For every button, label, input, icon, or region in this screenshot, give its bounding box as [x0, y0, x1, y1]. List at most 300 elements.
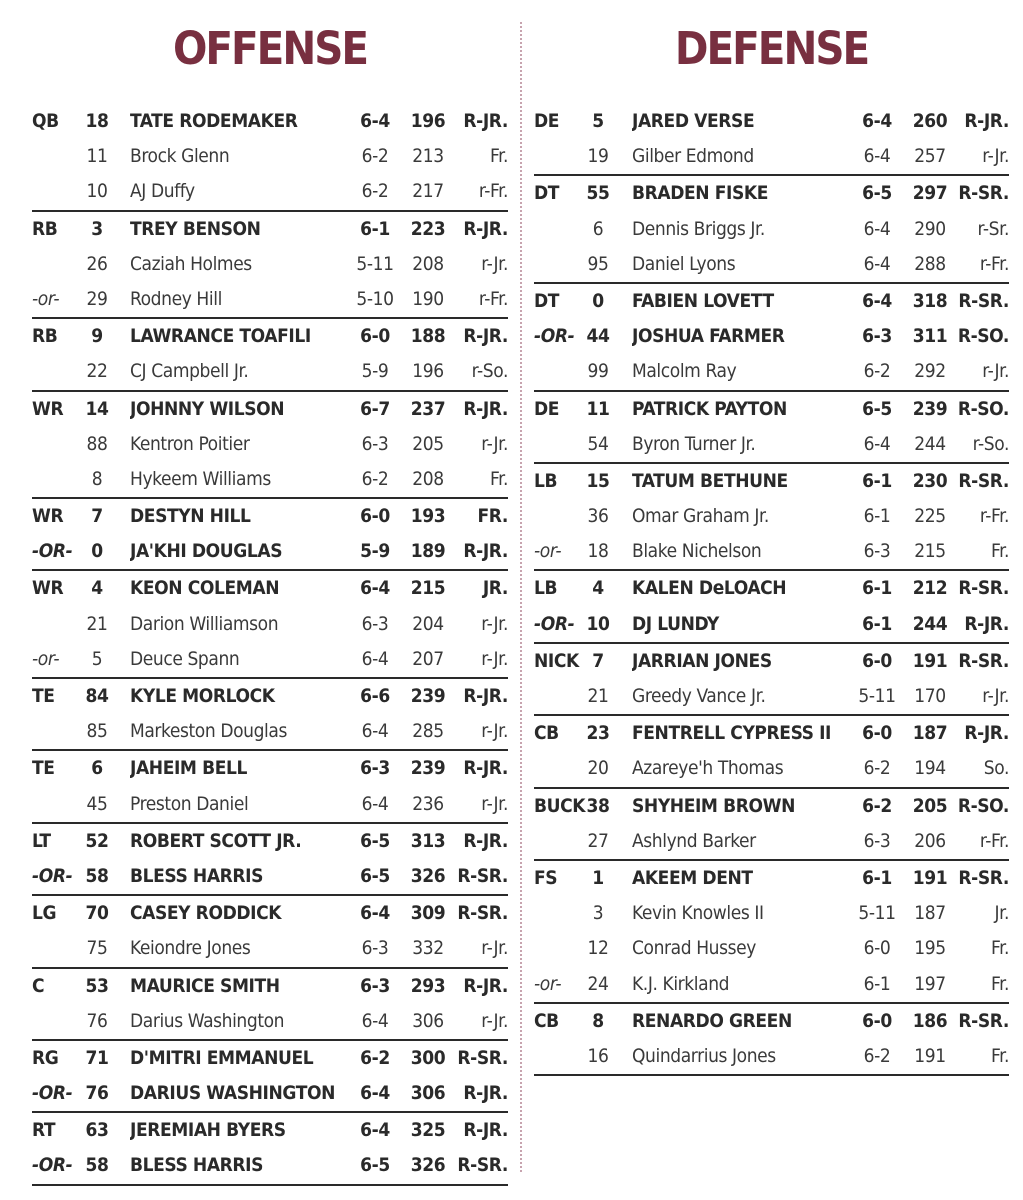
- player-class: r-So.: [471, 360, 508, 383]
- player-class: R-SR.: [958, 182, 1009, 205]
- player-height: 6-5: [360, 864, 390, 887]
- player-height: 6-4: [360, 1119, 390, 1142]
- player-row: [32, 931, 508, 966]
- player-weight: 195: [914, 937, 946, 960]
- player-class: Fr.: [991, 972, 1009, 995]
- player-class: FR.: [477, 505, 508, 528]
- defense-depth-chart: [534, 104, 1009, 1076]
- position-label: -or-: [32, 647, 60, 670]
- position-group: [32, 499, 508, 571]
- player-weight: 306: [412, 1009, 444, 1032]
- player-height: 6-4: [863, 432, 891, 455]
- player-row: [534, 212, 1009, 247]
- player-name: JOSHUA FARMER: [632, 325, 785, 348]
- player-name: Rodney Hill: [130, 287, 222, 310]
- player-class: r-Fr.: [478, 287, 508, 310]
- player-class: R-SR.: [958, 577, 1009, 600]
- player-weight: 236: [412, 792, 444, 815]
- player-name: Deuce Spann: [130, 647, 240, 670]
- player-weight: 225: [914, 505, 946, 528]
- player-name: Keiondre Jones: [130, 937, 251, 960]
- jersey-number: 95: [587, 252, 609, 275]
- player-class: So.: [983, 757, 1009, 780]
- player-name: K.J. Kirkland: [632, 972, 730, 995]
- player-row: [534, 427, 1009, 462]
- player-class: r-Jr.: [481, 612, 508, 635]
- position-group: [32, 104, 508, 212]
- position-group: [534, 464, 1009, 572]
- jersey-number: 9: [91, 325, 103, 348]
- player-name: Markeston Douglas: [130, 720, 287, 743]
- jersey-number: 18: [587, 540, 609, 563]
- player-class: r-Jr.: [481, 792, 508, 815]
- player-class: R-SR.: [958, 649, 1009, 672]
- player-name: CJ Campbell Jr.: [130, 360, 249, 383]
- player-class: Fr.: [991, 937, 1009, 960]
- jersey-number: 26: [86, 252, 108, 275]
- player-row: [32, 139, 508, 174]
- player-height: 6-4: [360, 110, 390, 132]
- player-name: BLESS HARRIS: [130, 864, 264, 887]
- position-label: LT: [32, 829, 51, 852]
- player-row: [32, 427, 508, 462]
- player-name: LAWRANCE TOAFILI: [130, 325, 311, 348]
- offense-column: [32, 0, 508, 1186]
- player-class: r-Jr.: [982, 685, 1009, 707]
- player-height: 6-3: [361, 432, 389, 455]
- position-label: NICK: [534, 649, 579, 672]
- player-class: r-Fr.: [979, 252, 1009, 275]
- player-weight: 187: [914, 902, 946, 925]
- column-divider: [520, 22, 522, 1172]
- player-row: [32, 1004, 508, 1039]
- jersey-number: 3: [91, 217, 103, 240]
- position-label: TE: [32, 685, 55, 707]
- player-weight: 193: [410, 505, 446, 528]
- player-class: R-JR.: [964, 612, 1009, 635]
- player-class: R-JR.: [463, 217, 508, 240]
- jersey-number: 88: [86, 432, 108, 455]
- jersey-number: 45: [86, 792, 108, 815]
- jersey-number: 29: [86, 287, 108, 310]
- player-weight: 189: [410, 540, 446, 563]
- player-height: 6-1: [862, 612, 892, 635]
- position-label: WR: [32, 577, 64, 600]
- player-weight: 170: [914, 685, 946, 707]
- position-group: [534, 789, 1009, 861]
- position-label: LB: [534, 469, 558, 492]
- defense-column: [534, 0, 1009, 1076]
- player-height: 5-9: [361, 360, 389, 383]
- jersey-number: 22: [86, 360, 108, 383]
- jersey-number: 21: [86, 612, 108, 635]
- player-row: [32, 824, 508, 859]
- position-label: RT: [32, 1119, 56, 1142]
- player-height: 6-3: [863, 540, 891, 563]
- player-name: ROBERT SCOTT JR.: [130, 829, 302, 852]
- player-height: 6-2: [360, 1046, 390, 1069]
- player-class: R-SR.: [457, 1046, 508, 1069]
- player-row: [534, 1039, 1009, 1074]
- player-name: D'MITRI EMMANUEL: [130, 1046, 314, 1069]
- player-name: Preston Daniel: [130, 792, 249, 815]
- player-name: Kevin Knowles II: [632, 902, 764, 925]
- player-weight: 260: [912, 110, 948, 132]
- jersey-number: 76: [86, 1009, 108, 1032]
- player-weight: 311: [912, 325, 948, 348]
- player-row: [534, 967, 1009, 1002]
- player-height: 6-0: [862, 649, 892, 672]
- position-group: [32, 824, 508, 896]
- jersey-number: 6: [91, 757, 103, 780]
- player-class: R-SO.: [957, 325, 1009, 348]
- player-row: [32, 104, 508, 139]
- player-weight: 188: [410, 325, 446, 348]
- player-row: [32, 462, 508, 497]
- player-row: [534, 1004, 1009, 1039]
- player-row: [32, 714, 508, 749]
- player-row: [32, 1113, 508, 1148]
- player-weight: 217: [412, 180, 444, 203]
- jersey-number: 14: [85, 397, 109, 420]
- player-height: 6-4: [863, 217, 891, 240]
- player-name: TATE RODEMAKER: [130, 110, 298, 132]
- position-group: [534, 284, 1009, 392]
- jersey-number: 20: [587, 757, 609, 780]
- player-name: BLESS HARRIS: [130, 1154, 264, 1177]
- player-height: 6-1: [862, 469, 892, 492]
- player-row: [534, 571, 1009, 606]
- position-group: [32, 679, 508, 751]
- player-row: [534, 789, 1009, 824]
- player-name: FENTRELL CYPRESS II: [632, 722, 832, 745]
- player-row: [32, 212, 508, 247]
- position-label: DE: [534, 397, 560, 420]
- position-label: CB: [534, 1009, 559, 1032]
- player-class: R-SR.: [958, 866, 1009, 889]
- player-weight: 205: [912, 794, 948, 817]
- player-height: 6-4: [361, 647, 389, 670]
- player-name: Omar Graham Jr.: [632, 505, 769, 528]
- player-height: 6-4: [360, 577, 390, 600]
- player-name: SHYHEIM BROWN: [632, 794, 795, 817]
- jersey-number: 58: [85, 864, 109, 887]
- jersey-number: 10: [586, 612, 610, 635]
- player-class: R-SO.: [957, 397, 1009, 420]
- position-group: [534, 716, 1009, 788]
- player-height: 6-4: [863, 252, 891, 275]
- player-height: 6-3: [361, 937, 389, 960]
- player-name: Ashlynd Barker: [632, 829, 756, 852]
- player-weight: 285: [412, 720, 444, 743]
- player-class: r-Fr.: [979, 505, 1009, 528]
- player-height: 5-9: [360, 540, 390, 563]
- player-name: Greedy Vance Jr.: [632, 685, 766, 707]
- player-height: 6-5: [862, 182, 892, 205]
- jersey-number: 1: [592, 866, 604, 889]
- player-weight: 239: [912, 397, 948, 420]
- player-height: 6-3: [360, 757, 390, 780]
- player-height: 5-10: [356, 287, 394, 310]
- position-group: [32, 392, 508, 500]
- position-label: -OR-: [32, 1082, 73, 1105]
- player-weight: 288: [914, 252, 946, 275]
- player-class: Fr.: [991, 1044, 1009, 1067]
- position-group: [32, 319, 508, 391]
- position-group: [32, 571, 508, 679]
- player-weight: 313: [410, 829, 446, 852]
- player-row: [32, 319, 508, 354]
- player-weight: 332: [412, 937, 444, 960]
- player-weight: 207: [412, 647, 444, 670]
- player-name: Azareye'h Thomas: [632, 757, 784, 780]
- jersey-number: 16: [587, 1044, 609, 1067]
- jersey-number: 6: [592, 217, 604, 240]
- jersey-number: 5: [592, 110, 604, 132]
- player-weight: 293: [410, 974, 446, 997]
- jersey-number: 19: [587, 145, 609, 168]
- player-row: [534, 104, 1009, 139]
- player-row: [32, 642, 508, 677]
- player-height: 6-0: [862, 1009, 892, 1032]
- player-weight: 292: [914, 360, 946, 383]
- player-height: 6-4: [360, 902, 390, 925]
- position-group: [534, 644, 1009, 716]
- player-name: FABIEN LOVETT: [632, 289, 774, 312]
- jersey-number: 23: [586, 722, 610, 745]
- player-row: [32, 787, 508, 822]
- player-class: R-SR.: [958, 289, 1009, 312]
- player-class: R-JR.: [463, 685, 508, 707]
- player-row: [534, 176, 1009, 211]
- player-height: 6-2: [361, 467, 389, 490]
- player-class: R-SR.: [457, 902, 508, 925]
- jersey-number: 99: [587, 360, 609, 383]
- player-class: R-SR.: [457, 864, 508, 887]
- player-weight: 244: [912, 612, 948, 635]
- player-weight: 325: [410, 1119, 446, 1142]
- player-row: [534, 499, 1009, 534]
- jersey-number: 21: [587, 685, 609, 707]
- jersey-number: 85: [86, 720, 108, 743]
- position-label: -OR-: [534, 612, 575, 635]
- player-height: 6-5: [862, 397, 892, 420]
- player-height: 6-1: [862, 866, 892, 889]
- player-name: CASEY RODDICK: [130, 902, 282, 925]
- player-class: r-Jr.: [481, 937, 508, 960]
- player-row: [32, 1041, 508, 1076]
- player-height: 6-0: [360, 505, 390, 528]
- player-class: R-JR.: [463, 325, 508, 348]
- jersey-number: 15: [586, 469, 610, 492]
- player-row: [32, 1148, 508, 1183]
- player-row: [32, 1076, 508, 1111]
- player-row: [534, 284, 1009, 319]
- player-height: 6-2: [361, 180, 389, 203]
- player-height: 6-2: [361, 145, 389, 168]
- jersey-number: 84: [85, 685, 109, 707]
- jersey-number: 54: [587, 432, 609, 455]
- player-weight: 196: [412, 360, 444, 383]
- player-class: R-SO.: [957, 794, 1009, 817]
- jersey-number: 36: [587, 505, 609, 528]
- jersey-number: 24: [587, 972, 609, 995]
- position-label: CB: [534, 722, 559, 745]
- player-row: [32, 679, 508, 714]
- player-height: 6-1: [360, 217, 390, 240]
- player-row: [32, 969, 508, 1004]
- player-name: DESTYN HILL: [130, 505, 251, 528]
- jersey-number: 7: [592, 649, 604, 672]
- player-class: R-JR.: [463, 829, 508, 852]
- jersey-number: 11: [86, 145, 108, 168]
- player-name: TREY BENSON: [130, 217, 261, 240]
- player-name: JEREMIAH BYERS: [130, 1119, 286, 1142]
- player-name: Malcolm Ray: [632, 360, 737, 383]
- position-label: -or-: [534, 540, 562, 563]
- position-group: [534, 861, 1009, 1004]
- position-group: [534, 176, 1009, 284]
- player-name: Daniel Lyons: [632, 252, 736, 275]
- player-class: R-JR.: [463, 1119, 508, 1142]
- player-weight: 239: [410, 685, 446, 707]
- jersey-number: 3: [592, 902, 604, 925]
- player-class: Fr.: [490, 467, 508, 490]
- player-class: R-SR.: [457, 1154, 508, 1177]
- player-class: r-Jr.: [481, 432, 508, 455]
- player-height: 6-3: [360, 974, 390, 997]
- player-name: DARIUS WASHINGTON: [130, 1082, 335, 1105]
- jersey-number: 12: [587, 937, 609, 960]
- position-group: [32, 751, 508, 823]
- jersey-number: 38: [586, 794, 610, 817]
- player-height: 6-4: [863, 145, 891, 168]
- player-name: Quindarrius Jones: [632, 1044, 776, 1067]
- player-weight: 326: [410, 864, 446, 887]
- player-weight: 223: [410, 217, 446, 240]
- position-group: [32, 1041, 508, 1113]
- player-height: 6-4: [862, 110, 892, 132]
- offense-depth-chart: [32, 104, 508, 1186]
- player-row: [32, 174, 508, 209]
- player-weight: 306: [410, 1082, 446, 1105]
- jersey-number: 27: [587, 829, 609, 852]
- player-weight: 326: [410, 1154, 446, 1177]
- position-label: BUCK: [534, 794, 586, 817]
- player-weight: 239: [410, 757, 446, 780]
- player-row: [534, 824, 1009, 859]
- position-group: [534, 571, 1009, 643]
- player-row: [534, 751, 1009, 786]
- player-row: [534, 716, 1009, 751]
- jersey-number: 8: [91, 467, 103, 490]
- player-row: [32, 392, 508, 427]
- player-name: JAHEIM BELL: [130, 757, 247, 780]
- player-weight: 257: [914, 145, 946, 168]
- player-weight: 300: [410, 1046, 446, 1069]
- player-class: r-Jr.: [481, 720, 508, 743]
- player-row: [32, 354, 508, 389]
- player-class: r-Fr.: [979, 829, 1009, 852]
- player-name: KALEN DeLOACH: [632, 577, 787, 600]
- defense-title: DEFENSE: [674, 22, 869, 75]
- jersey-number: 7: [91, 505, 103, 528]
- player-height: 6-4: [361, 792, 389, 815]
- position-group: [534, 392, 1009, 464]
- player-row: [534, 644, 1009, 679]
- position-label: LB: [534, 577, 558, 600]
- position-label: FS: [534, 866, 558, 889]
- position-label: RB: [32, 325, 58, 348]
- player-height: 6-2: [863, 757, 891, 780]
- position-label: DE: [534, 110, 560, 132]
- player-height: 6-4: [361, 1009, 389, 1032]
- jersey-number: 5: [91, 647, 103, 670]
- player-class: R-JR.: [463, 540, 508, 563]
- player-height: 6-0: [863, 937, 891, 960]
- player-row: [534, 139, 1009, 174]
- player-class: R-JR.: [463, 110, 508, 132]
- player-weight: 215: [914, 540, 946, 563]
- position-label: -OR-: [32, 540, 73, 563]
- player-name: DJ LUNDY: [632, 612, 719, 635]
- player-row: [534, 607, 1009, 642]
- player-height: 6-3: [862, 325, 892, 348]
- player-height: 5-11: [356, 252, 394, 275]
- player-weight: 191: [912, 866, 948, 889]
- player-row: [32, 499, 508, 534]
- player-name: KEON COLEMAN: [130, 577, 280, 600]
- player-row: [32, 247, 508, 282]
- player-height: 6-0: [360, 325, 390, 348]
- player-class: Fr.: [490, 145, 508, 168]
- player-class: R-JR.: [463, 757, 508, 780]
- player-row: [534, 861, 1009, 896]
- jersey-number: 44: [586, 325, 610, 348]
- player-name: AJ Duffy: [130, 180, 195, 203]
- player-class: R-JR.: [463, 974, 508, 997]
- jersey-number: 63: [85, 1119, 109, 1142]
- player-row: [32, 896, 508, 931]
- player-weight: 204: [412, 612, 444, 635]
- player-weight: 186: [912, 1009, 948, 1032]
- player-weight: 244: [914, 432, 946, 455]
- position-label: DT: [534, 182, 560, 205]
- player-class: R-SR.: [958, 469, 1009, 492]
- player-row: [32, 571, 508, 606]
- player-name: AKEEM DENT: [632, 866, 753, 889]
- player-class: r-Jr.: [982, 360, 1009, 383]
- player-height: 6-5: [360, 829, 390, 852]
- player-name: Dennis Briggs Jr.: [632, 217, 765, 240]
- jersey-number: 52: [85, 829, 109, 852]
- player-row: [32, 859, 508, 894]
- player-weight: 318: [912, 289, 948, 312]
- jersey-number: 75: [86, 937, 108, 960]
- player-weight: 208: [412, 252, 444, 275]
- player-row: [534, 896, 1009, 931]
- player-row: [534, 319, 1009, 354]
- player-name: RENARDO GREEN: [632, 1009, 792, 1032]
- player-row: [534, 464, 1009, 499]
- player-height: 6-2: [862, 794, 892, 817]
- player-name: KYLE MORLOCK: [130, 685, 275, 707]
- player-height: 6-0: [862, 722, 892, 745]
- jersey-number: 55: [586, 182, 610, 205]
- position-group: [534, 1004, 1009, 1076]
- player-weight: 190: [412, 287, 444, 310]
- position-label: -or-: [534, 972, 562, 995]
